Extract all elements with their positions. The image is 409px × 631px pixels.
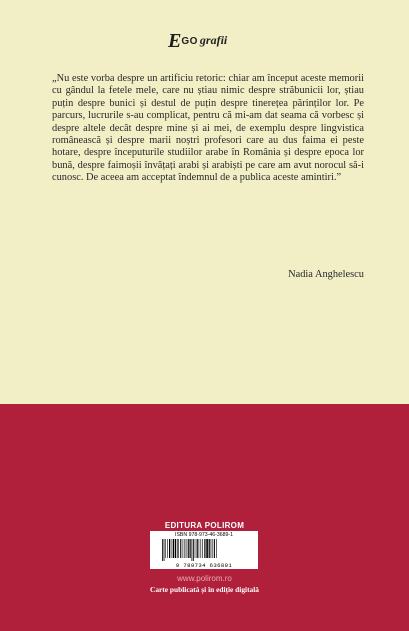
barcode-bar (169, 539, 170, 558)
barcode-digits: 9 789734 636891 (175, 562, 233, 569)
barcode-bar (177, 539, 178, 558)
barcode-bar (188, 539, 189, 558)
barcode-bar (201, 539, 202, 558)
barcode-bars (160, 539, 248, 561)
barcode-bar (178, 539, 179, 558)
barcode-bar (211, 539, 212, 558)
barcode-bar (164, 539, 165, 561)
digital-edition-tagline: Carte publicată și în ediție digitală (149, 585, 259, 594)
barcode-bar (185, 539, 186, 558)
quote-author: Nadia Anghelescu (288, 269, 364, 280)
isbn-label: ISBN 978-973-46-3689-1 (175, 532, 233, 538)
barcode-bar (186, 539, 187, 558)
egografii-logo (168, 28, 227, 50)
barcode-bar (190, 539, 191, 558)
barcode-bar (180, 539, 181, 558)
barcode-bar (209, 539, 210, 558)
barcode-bar (206, 539, 208, 558)
barcode-bar (192, 539, 193, 561)
logo-grafii: grafii (199, 33, 228, 47)
barcode-bar (173, 539, 175, 558)
isbn-barcode (150, 531, 258, 569)
barcode-bar (162, 539, 163, 561)
barcode-bar (216, 539, 217, 558)
barcode-bar (175, 539, 176, 558)
barcode-bar (183, 539, 184, 558)
back-cover-quote: „Nu este vorba despre un artificiu retoric: chiar am început aceste memorii cu gândul la fetele mele, care nu știau nimic despre străbunicii lor, știau puțin despre bunici și destul de puțin despre tinerețea părinților lor. Pe parcurs, lucrurile s-au complicat, pentru că mi-am dat seama că vorbesc și despre altele decât despre mine și ai mei, de exemplu despre lingvistica românească și despre marii noștri profesori care au dus faima ei peste hotare, despre începuturile studiilor arabe în România și despre epoca lor bună, despre faimoșii învățați arabi și arabiști pe care am avut norocul să-i cunosc. De aceea am acceptat îndemnul de a publica aceste amintiri.” (52, 73, 364, 184)
barcode-bar (195, 539, 196, 558)
logo-go: GO (181, 36, 198, 47)
barcode-bar (199, 539, 200, 558)
barcode-bar (193, 539, 194, 561)
barcode-bar (202, 539, 203, 558)
barcode-bar (197, 539, 198, 558)
barcode-bar (171, 539, 172, 558)
publisher-name: EDITURA POLIROM (164, 521, 245, 530)
logo-e: E (168, 30, 182, 52)
barcode-bar (167, 539, 168, 558)
cover-bottom-band (0, 404, 409, 631)
barcode-bar (214, 539, 215, 558)
barcode-bar (204, 539, 205, 558)
barcode-bar (165, 539, 166, 558)
barcode-bar (212, 539, 213, 558)
publisher-website: www.polirom.ro (177, 574, 232, 583)
